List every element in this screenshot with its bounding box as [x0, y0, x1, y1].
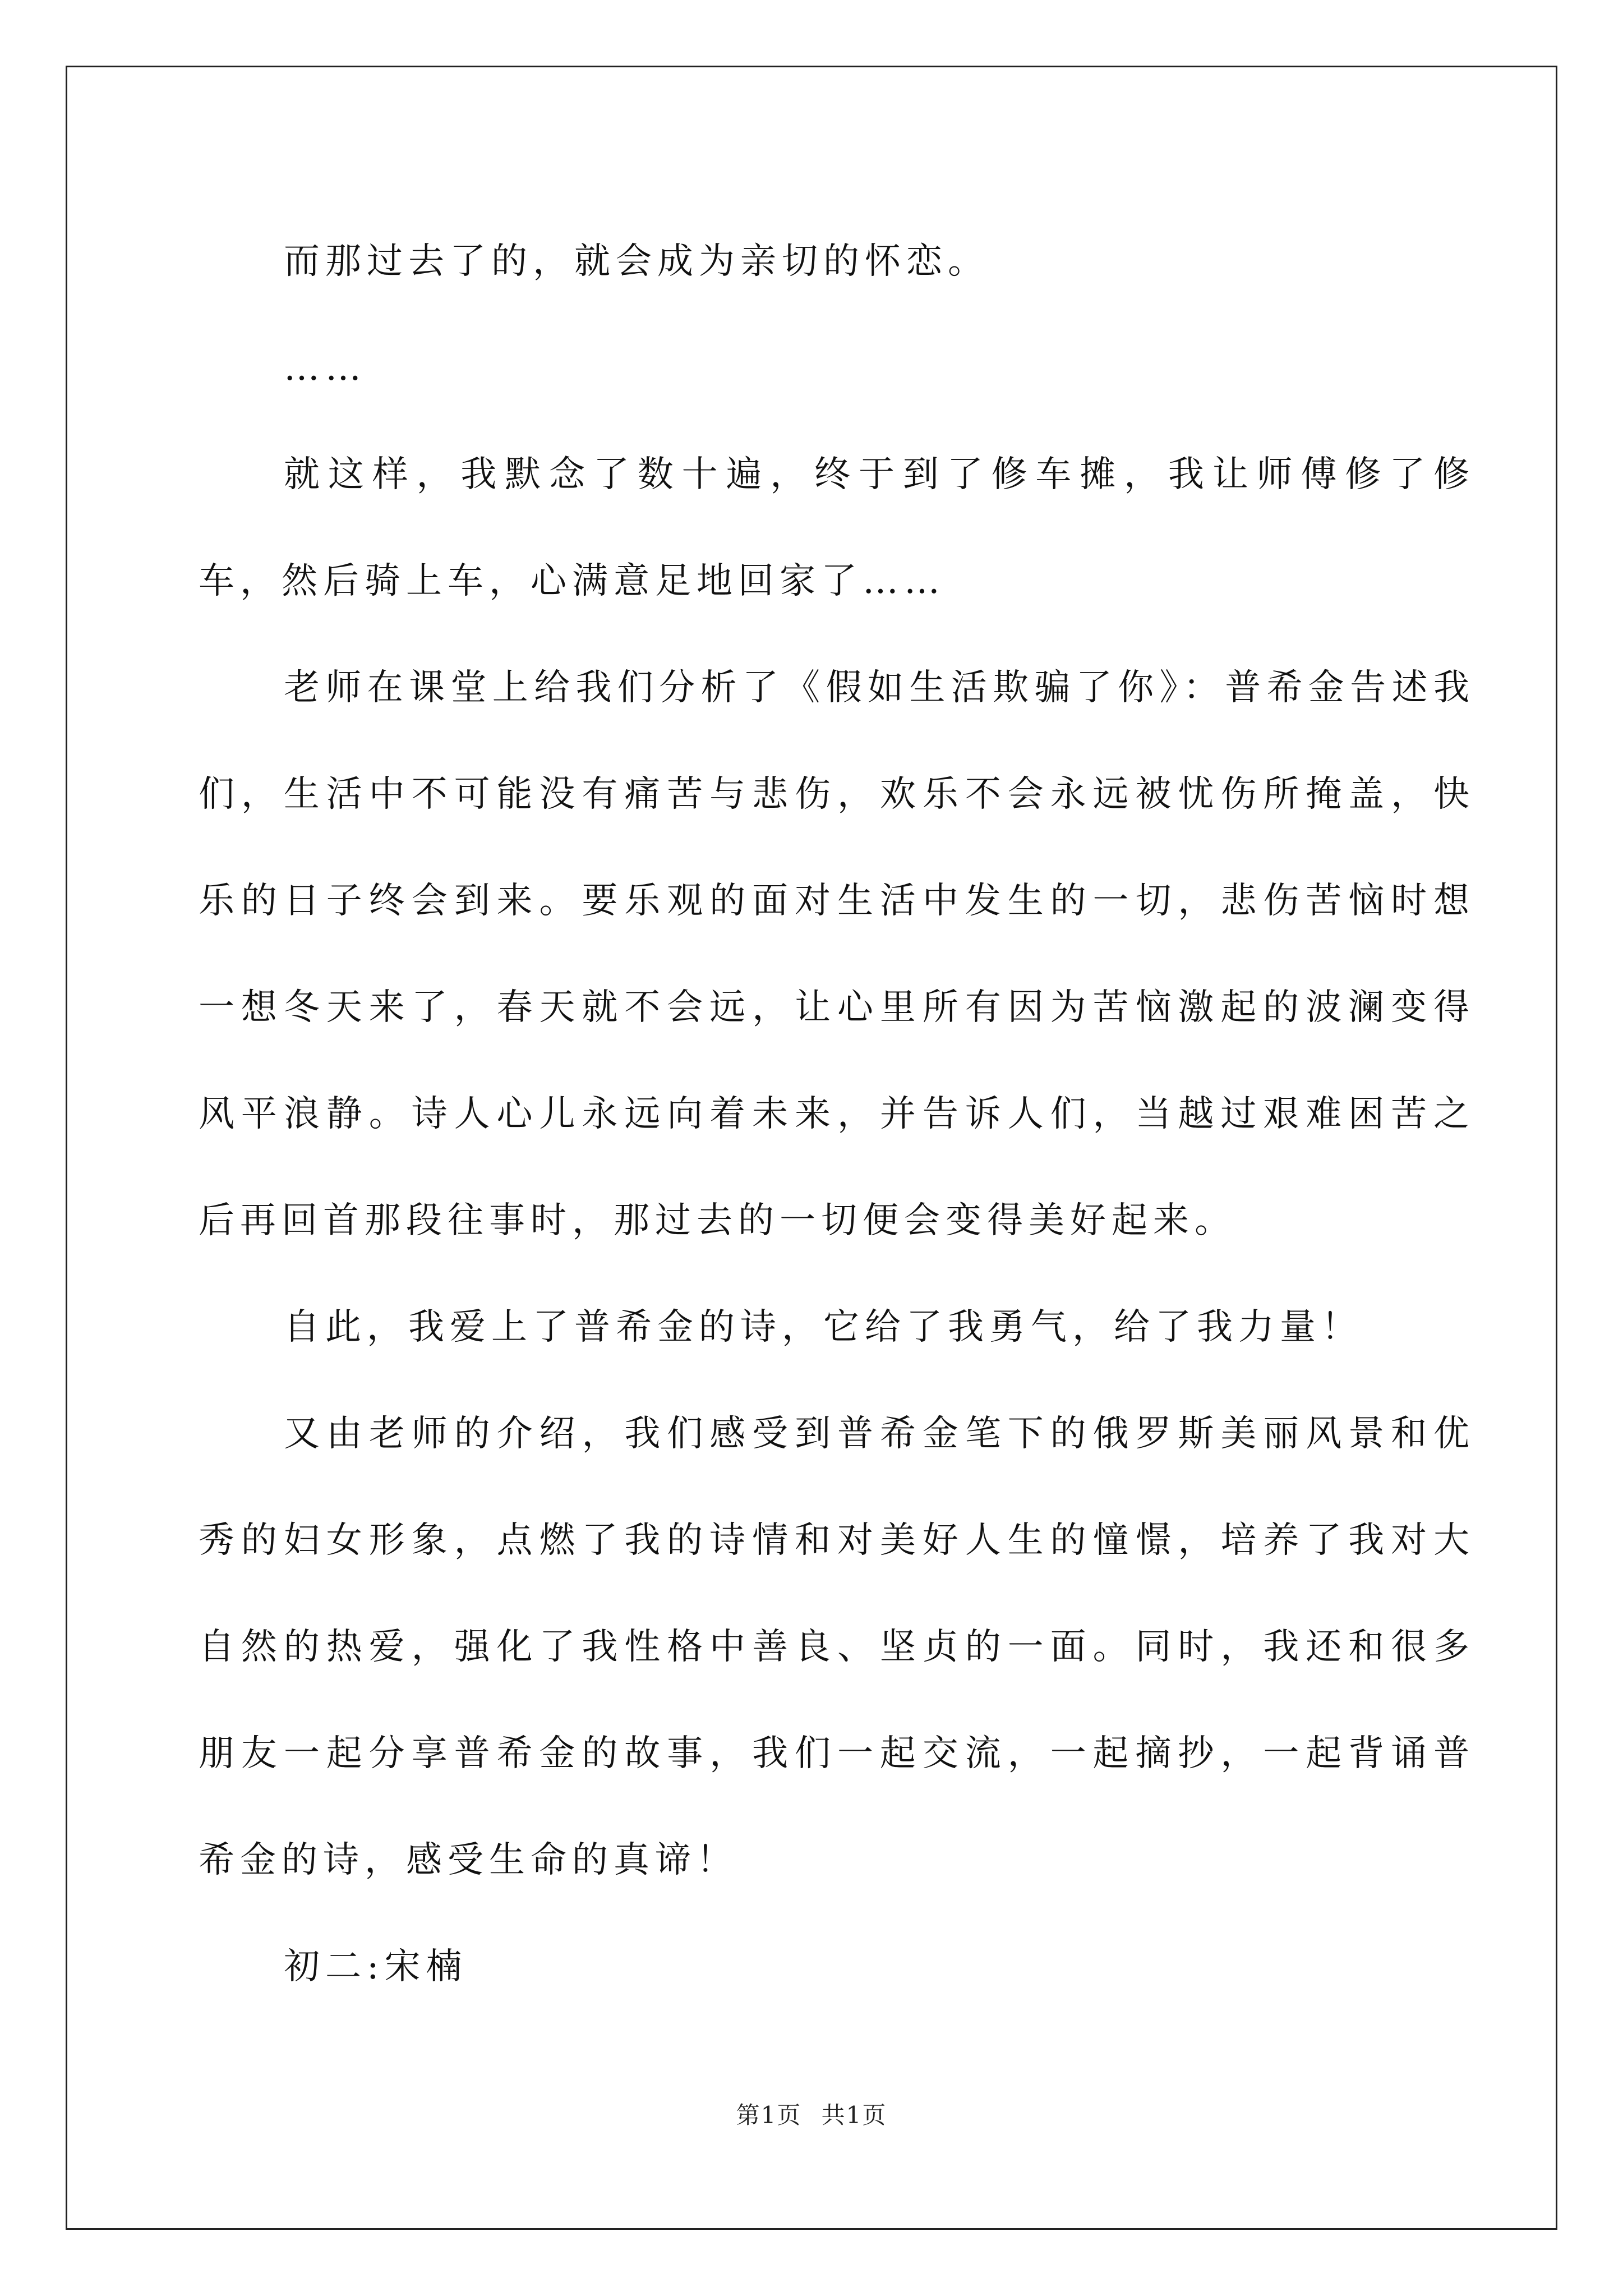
- paragraph: 又由老师的介绍，我们感受到普希金笔下的俄罗斯美丽风景和优秀的妇女形象，点燃了我的诗情和对美好人生的憧憬，培养了我对大自然的热爱，强化了我性格中善良、坚贞的一面。同时，我还和很多朋友一起分享普希金的故事，我们一起交流，一起摘抄，一起背诵普希金的诗，感受生命的真谛！: [199, 1413, 1475, 1881]
- document-body: [199, 208, 1475, 2020]
- paragraph: 老师在课堂上给我们分析了《假如生活欺骗了你》：普希金告述我们，生活中不可能没有痛苦与悲伤，欢乐不会永远被忧伤所掩盖，快乐的日子终会到来。要乐观的面对生活中发生的一切，悲伤苦恼时想一想冬天来了，春天就不会远，让心里所有因为苦恼激起的波澜变得风平浪静。诗人心儿永远向着未来，并告诉人们，当越过艰难困苦之后再回首那段往事时，那过去的一切便会变得美好起来。: [199, 667, 1475, 1241]
- author-signature: 初二:宋楠: [284, 1946, 468, 1987]
- paragraph: 自此，我爱上了普希金的诗，它给了我勇气，给了我力量！: [284, 1306, 1363, 1348]
- paragraph: 而那过去了的，就会成为亲切的怀恋。: [284, 241, 989, 282]
- page-number: 第1页 共1页: [736, 2101, 887, 2129]
- paragraph-ellipsis: ……: [284, 347, 367, 389]
- paragraph: 就这样，我默念了数十遍，终于到了修车摊，我让师傅修了修车，然后骑上车，心满意足地回家了……: [199, 454, 1475, 602]
